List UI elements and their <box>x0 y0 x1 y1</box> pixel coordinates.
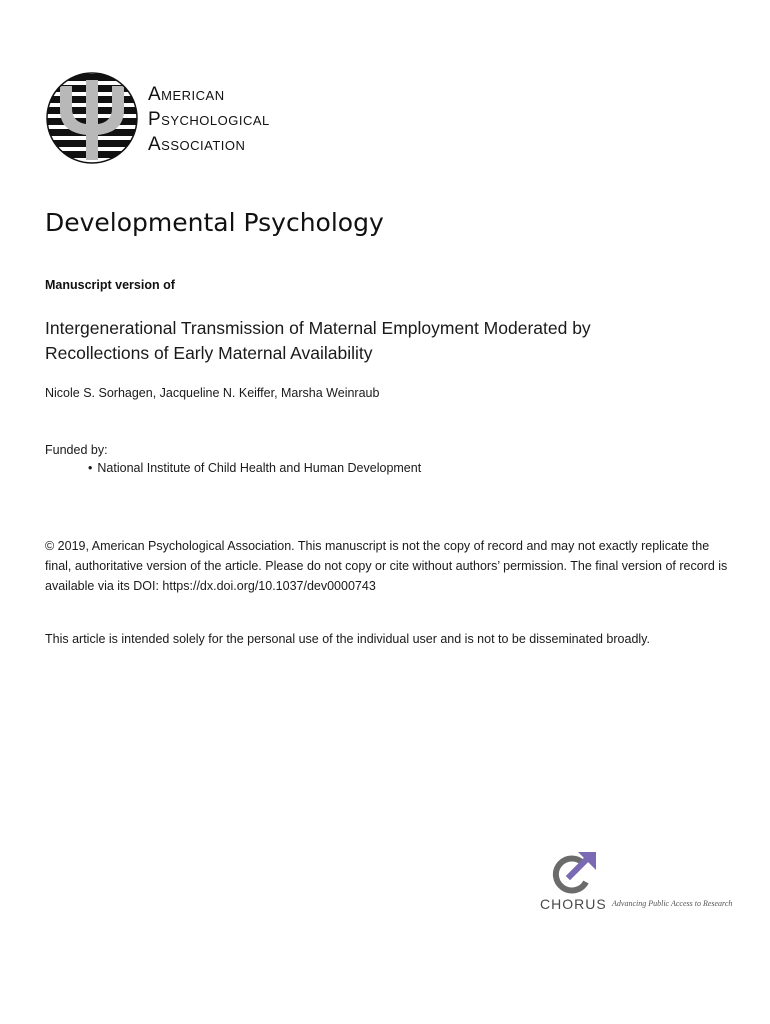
apa-wordmark-line-1: American <box>148 84 225 105</box>
apa-logo <box>46 72 296 168</box>
apa-psi-icon <box>46 72 138 164</box>
manuscript-label: Manuscript version of <box>45 278 175 292</box>
apa-wordmark-line-2: Psychological <box>148 109 270 130</box>
journal-title: Developmental Psychology <box>45 208 384 237</box>
apa-wordmark-line-3: Association <box>148 134 246 155</box>
copyright-notice: © 2019, American Psychological Association. This manuscript is not the copy of record and may not exactly replicate the final, authoritative version of the article. Please do not copy or cite without authors’ permission. The final version of record is available via its DOI: https://dx.doi.org/10.1037/dev0000743 <box>45 539 728 593</box>
funder-list <box>88 461 421 475</box>
chorus-logo <box>538 850 738 920</box>
chorus-tagline: Advancing Public Access to Research <box>612 899 733 908</box>
usage-notice: This article is intended solely for the personal use of the individual user and is not to be disseminated broadly. <box>45 632 650 646</box>
chorus-wordmark: CHORUS <box>540 896 607 912</box>
chorus-arrow-icon <box>548 850 598 896</box>
apa-wordmark <box>148 82 270 157</box>
authors: Nicole S. Sorhagen, Jacqueline N. Keiffer, Marsha Weinraub <box>45 386 380 400</box>
funder-item: • National Institute of Child Health and Human Development <box>88 461 421 475</box>
funded-by-label: Funded by: <box>45 443 108 457</box>
article-title: Intergenerational Transmission of Maternal Employment Moderated by Recollections of Early Maternal Availability <box>45 318 591 363</box>
